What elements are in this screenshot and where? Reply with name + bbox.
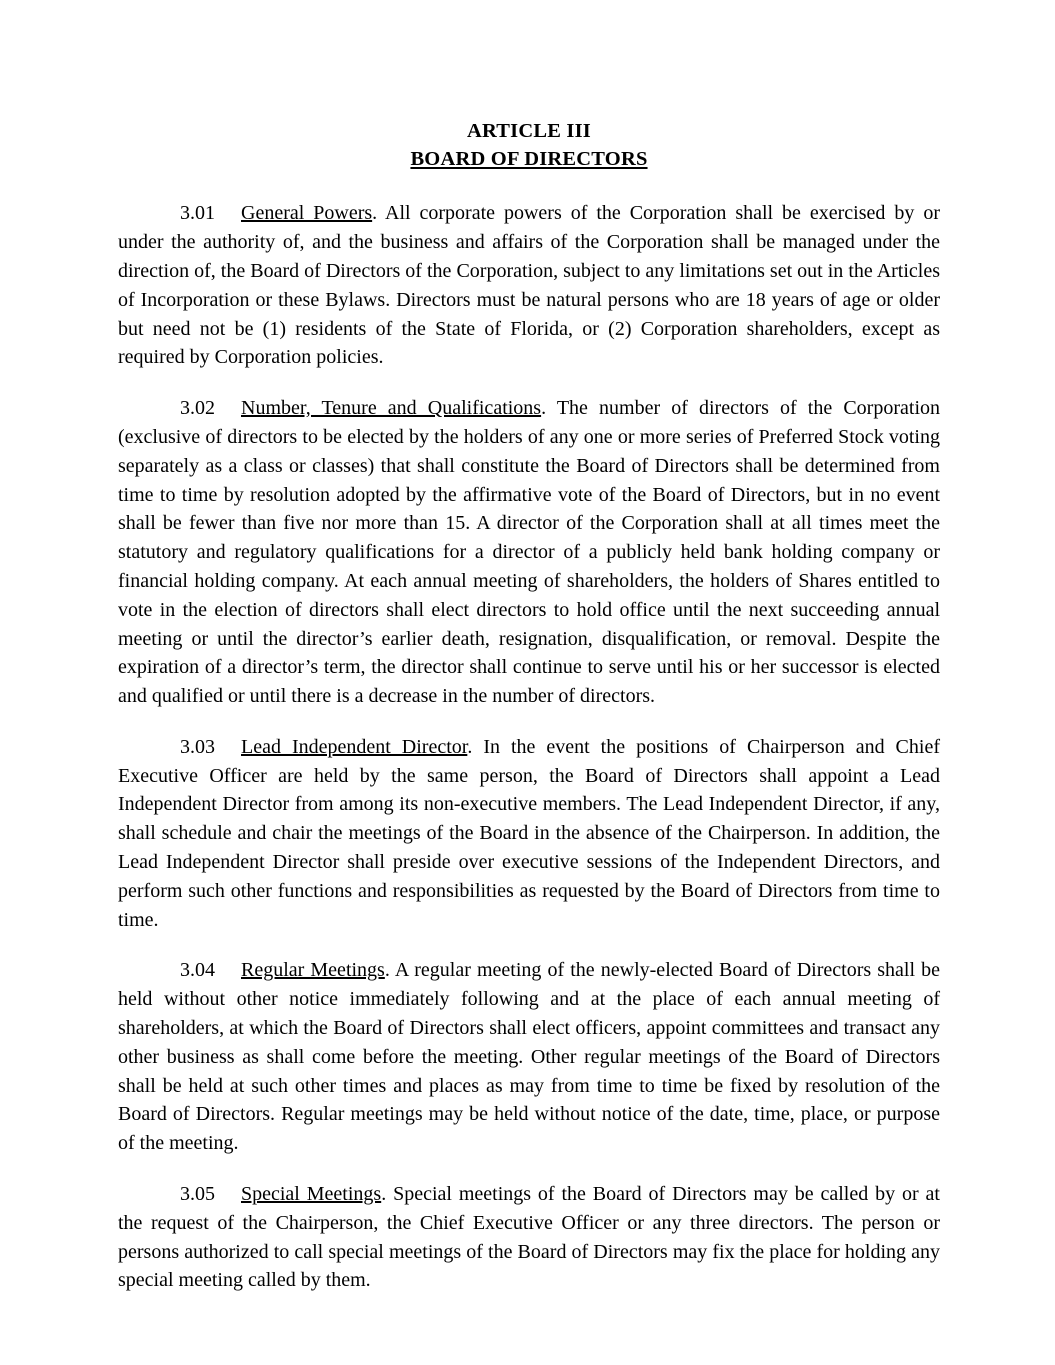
section-3-02 [118,394,940,711]
article-subtitle: BOARD OF DIRECTORS [410,147,648,170]
article-title: ARTICLE III [467,120,591,142]
section-heading: General Powers [241,202,373,225]
section-body: . All corporate powers of the Corporation shall be exercised by or under the authority of, and the business and affairs of the Corporation shall be managed under the direction of, the Board of Directors of the Corporation, subject to any limitations set out in the Articles of Incorporation or these Bylaws. Directors must be natural persons who are 18 years of age or older but need not be (1) residents of the State of Florida, or (2) Corporation shareholders, except as required by Corporation policies. [118,202,940,369]
section-body: . A regular meeting of the newly-elected Board of Directors shall be held without other notice immediately following and at the place of each annual meeting of shareholders, at which the Board of Directors shall elect officers, appoint committees and transact any other business as shall come before the meeting. Other regular meetings of the Board of Directors shall be held at such other times and places as may from time to time be fixed by resolution of the Board of Directors. Regular meetings may be held without notice of the date, time, place, or purpose of the meeting. [118,959,940,1155]
section-heading: Number, Tenure and Qualifications [241,397,542,420]
section-3-01 [118,199,940,372]
section-body: . Special meetings of the Board of Directors may be called by or at the request of the Chairperson, the Chief Executive Officer or any three directors. The person or persons authorized to call special meetings of the Board of Directors may fix the place for holding any special meeting called by them. [118,1183,940,1292]
section-heading: Lead Independent Director [241,735,468,758]
section-3-03 [118,733,940,935]
section-heading: Regular Meetings [241,959,385,982]
section-3-04 [118,956,940,1158]
page-title [118,118,940,173]
section-heading: Special Meetings [241,1183,382,1206]
section-number: 3.03 [180,735,215,758]
section-number: 3.01 [180,202,215,225]
section-number: 3.04 [180,959,215,982]
section-number: 3.05 [180,1183,215,1206]
section-number: 3.02 [180,397,215,420]
section-body: . The number of directors of the Corporation (exclusive of directors to be elected by the holders of any one or more series of Preferred Stock voting separately as a class or classes) that shall constitute the Board of Directors shall be determined from time to time by resolution adopted by the affirmative vote of the Board of Directors, but in no event shall be fewer than five nor more than 15. A director of the Corporation shall at all times meet the statutory and regulatory qualifications for a director of a publicly held bank holding company or financial holding company. At each annual meeting of shareholders, the holders of Shares entitled to vote in the election of directors shall elect directors to hold office until the next succeeding annual meeting or until the director’s earlier death, resignation, disqualification, or removal. Despite the expiration of a director’s term, the director shall continue to serve until his or her successor is elected and qualified or until there is a decrease in the number of directors. [118,397,940,708]
section-body: . In the event the positions of Chairperson and Chief Executive Officer are held by the same person, the Board of Directors shall appoint a Lead Independent Director from among its non-executive members. The Lead Independent Director, if any, shall schedule and chair the meetings of the Board in the absence of the Chairperson. In addition, the Lead Independent Director shall preside over executive sessions of the Independent Directors, and perform such other functions and responsibilities as requested by the Board of Directors from time to time. [118,735,940,931]
section-3-05 [118,1180,940,1295]
